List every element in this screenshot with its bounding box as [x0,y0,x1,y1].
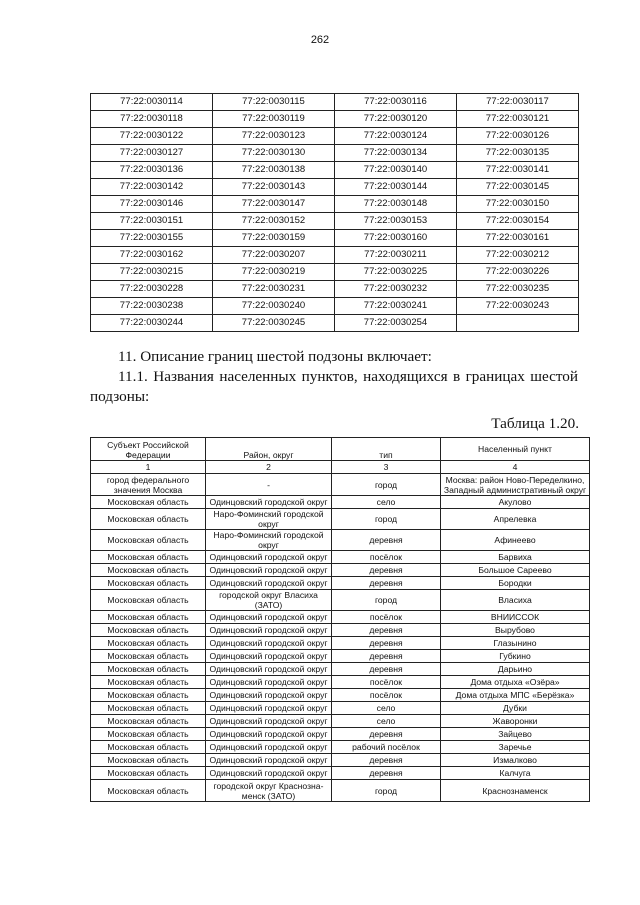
cadastral-number-cell: 77:22:0030116 [335,94,457,111]
section-heading-11-1-continued: подзоны: [90,388,150,405]
cadastral-number-cell: 77:22:0030219 [213,264,335,281]
subject-cell: Московская область [91,728,206,741]
table-row [91,754,590,767]
table-row [91,650,590,663]
type-cell: деревня [332,767,441,780]
table-row [91,676,590,689]
settlement-cell: Измалково [441,754,590,767]
settlement-cell: Большое Сареево [441,564,590,577]
table-row [91,179,579,196]
cadastral-number-cell: 77:22:0030231 [213,281,335,298]
cadastral-number-cell: 77:22:0030142 [91,179,213,196]
type-cell: город [332,590,441,611]
type-cell: деревня [332,564,441,577]
settlement-cell: Барвиха [441,551,590,564]
table-row [91,530,590,551]
page-number: 262 [310,34,330,46]
cadastral-number-cell: 77:22:0030151 [91,213,213,230]
cadastral-number-cell: 77:22:0030215 [91,264,213,281]
table-row [91,577,590,590]
table-row [91,145,579,162]
cadastral-number-cell: 77:22:0030240 [213,298,335,315]
cadastral-number-cell: 77:22:0030161 [457,230,579,247]
header-cell-subject: Субъект Российской Федерации [91,438,206,461]
subject-cell: Московская область [91,590,206,611]
type-cell: село [332,496,441,509]
cadastral-number-cell: 77:22:0030152 [213,213,335,230]
district-cell: Наро-Фоминский городской округ [206,530,332,551]
type-cell: город [332,474,441,496]
table-row [91,663,590,676]
district-cell: Одинцовский городской округ [206,741,332,754]
subject-cell: Московская область [91,689,206,702]
subject-cell: Московская область [91,496,206,509]
header-cell-settlement: Населенный пункт [441,438,590,461]
subject-cell: Московская область [91,509,206,530]
settlement-cell: Жаворонки [441,715,590,728]
subject-cell: Московская область [91,650,206,663]
cadastral-number-cell [457,315,579,332]
cadastral-number-cell: 77:22:0030140 [335,162,457,179]
settlement-cell: Афинеево [441,530,590,551]
district-cell: Одинцовский городской округ [206,728,332,741]
cadastral-number-cell: 77:22:0030154 [457,213,579,230]
cadastral-number-cell: 77:22:0030228 [91,281,213,298]
settlement-cell: Дубки [441,702,590,715]
type-cell: село [332,702,441,715]
district-cell: Одинцовский городской округ [206,702,332,715]
cadastral-number-cell: 77:22:0030122 [91,128,213,145]
table-row [91,196,579,213]
district-cell: городской округ Краснозна-менск (ЗАТО) [206,780,332,802]
cadastral-number-cell: 77:22:0030160 [335,230,457,247]
column-number: 2 [206,461,332,474]
cadastral-number-cell: 77:22:0030135 [457,145,579,162]
cadastral-number-cell: 77:22:0030118 [91,111,213,128]
cadastral-number-cell: 77:22:0030153 [335,213,457,230]
settlements-table [90,437,590,802]
type-cell: посёлок [332,551,441,564]
cadastral-number-cell: 77:22:0030138 [213,162,335,179]
subject-cell: Московская область [91,564,206,577]
settlement-cell: Москва: район Ново-Переделкино, Западный административный округ [441,474,590,496]
cadastral-number-cell: 77:22:0030241 [335,298,457,315]
district-cell: Одинцовский городской округ [206,663,332,676]
subject-cell: Московская область [91,702,206,715]
cadastral-number-cell: 77:22:0030145 [457,179,579,196]
cadastral-number-cell: 77:22:0030245 [213,315,335,332]
settlement-cell: Акулово [441,496,590,509]
type-cell: посёлок [332,676,441,689]
cadastral-number-cell: 77:22:0030117 [457,94,579,111]
cadastral-number-cell: 77:22:0030143 [213,179,335,196]
table-row [91,315,579,332]
type-cell: деревня [332,663,441,676]
settlement-cell: Дарьино [441,663,590,676]
district-cell: Одинцовский городской округ [206,624,332,637]
cadastral-number-cell: 77:22:0030134 [335,145,457,162]
table-row [91,689,590,702]
cadastral-number-cell: 77:22:0030141 [457,162,579,179]
table-row [91,551,590,564]
table-row [91,474,590,496]
cadastral-number-cell: 77:22:0030244 [91,315,213,332]
settlement-cell: Дома отдыха МПС «Берёзка» [441,689,590,702]
table-row [91,715,590,728]
column-number: 3 [332,461,441,474]
cadastral-number-cell: 77:22:0030232 [335,281,457,298]
cadastral-number-cell: 77:22:0030144 [335,179,457,196]
table-row [91,509,590,530]
district-cell: Одинцовский городской округ [206,715,332,728]
settlement-cell: Губкино [441,650,590,663]
cadastral-number-cell: 77:22:0030114 [91,94,213,111]
subject-cell: Московская область [91,577,206,590]
subject-cell: Московская область [91,780,206,802]
cadastral-number-cell: 77:22:0030119 [213,111,335,128]
table-row [91,281,579,298]
table-row [91,767,590,780]
cadastral-number-cell: 77:22:0030136 [91,162,213,179]
subject-cell: Московская область [91,676,206,689]
table-row [91,94,579,111]
cadastral-number-cell: 77:22:0030254 [335,315,457,332]
cadastral-number-cell: 77:22:0030226 [457,264,579,281]
table-row [91,111,579,128]
subject-cell: Московская область [91,637,206,650]
table-row [91,702,590,715]
cadastral-number-cell: 77:22:0030162 [91,247,213,264]
district-cell: Одинцовский городской округ [206,676,332,689]
district-cell: Одинцовский городской округ [206,767,332,780]
settlement-cell: Калчуга [441,767,590,780]
district-cell: Одинцовский городской округ [206,577,332,590]
district-cell: Одинцовский городской округ [206,650,332,663]
header-cell-district: Район, округ [206,438,332,461]
cadastral-number-cell: 77:22:0030126 [457,128,579,145]
subject-cell: Московская область [91,754,206,767]
cadastral-number-cell: 77:22:0030147 [213,196,335,213]
table-row [91,162,579,179]
settlement-cell: Глазынино [441,637,590,650]
settlement-cell: Дома отдыха «Озёра» [441,676,590,689]
district-cell: Одинцовский городской округ [206,496,332,509]
district-cell: Наро-Фоминский городской округ [206,509,332,530]
settlement-cell: Власиха [441,590,590,611]
cadastral-number-cell: 77:22:0030159 [213,230,335,247]
type-cell: город [332,509,441,530]
table-row [91,637,590,650]
cadastral-number-cell: 77:22:0030115 [213,94,335,111]
district-cell: Одинцовский городской округ [206,637,332,650]
cadastral-number-cell: 77:22:0030124 [335,128,457,145]
subject-cell: Московская область [91,767,206,780]
settlement-cell: Вырубово [441,624,590,637]
type-cell: деревня [332,650,441,663]
type-cell: село [332,715,441,728]
table-row [91,298,579,315]
table-row [91,590,590,611]
type-cell: посёлок [332,611,441,624]
district-cell: Одинцовский городской округ [206,551,332,564]
district-cell: городской округ Власиха (ЗАТО) [206,590,332,611]
column-number: 1 [91,461,206,474]
district-cell: Одинцовский городской округ [206,754,332,767]
cadastral-number-cell: 77:22:0030243 [457,298,579,315]
table-row [91,611,590,624]
settlement-cell: Заречье [441,741,590,754]
cadastral-number-cell: 77:22:0030130 [213,145,335,162]
subject-cell: Московская область [91,663,206,676]
cadastral-number-cell: 77:22:0030235 [457,281,579,298]
cadastral-number-cell: 77:22:0030155 [91,230,213,247]
table-row [91,264,579,281]
table-header-row [91,438,590,461]
type-cell: деревня [332,637,441,650]
district-cell: - [206,474,332,496]
column-number: 4 [441,461,590,474]
table-row [91,230,579,247]
settlement-cell: ВНИИССОК [441,611,590,624]
cadastral-number-cell: 77:22:0030211 [335,247,457,264]
subject-cell: Московская область [91,611,206,624]
cadastral-number-cell: 77:22:0030212 [457,247,579,264]
cadastral-number-cell: 77:22:0030123 [213,128,335,145]
table-row [91,728,590,741]
cadastral-number-cell: 77:22:0030146 [91,196,213,213]
district-cell: Одинцовский городской округ [206,689,332,702]
subject-cell: Московская область [91,624,206,637]
table-row [91,624,590,637]
type-cell: деревня [332,728,441,741]
column-number-row [91,461,590,474]
header-cell-type: тип [332,438,441,461]
subject-cell: Московская область [91,715,206,728]
cadastral-number-cell: 77:22:0030148 [335,196,457,213]
type-cell: деревня [332,754,441,767]
section-heading-11-1: 11.1. Названия населенных пунктов, находящихся в границах шестой [118,368,578,385]
cadastral-number-cell: 77:22:0030120 [335,111,457,128]
subject-cell: город федерального значения Москва [91,474,206,496]
table-row [91,496,590,509]
settlement-cell: Зайцево [441,728,590,741]
settlement-cell: Бородки [441,577,590,590]
subject-cell: Московская область [91,530,206,551]
table-row [91,128,579,145]
type-cell: рабочий посёлок [332,741,441,754]
type-cell: деревня [332,577,441,590]
table-row [91,247,579,264]
section-heading-11: 11. Описание границ шестой подзоны включает: [118,348,432,365]
cadastral-number-cell: 77:22:0030127 [91,145,213,162]
settlement-cell: Апрелевка [441,509,590,530]
type-cell: город [332,780,441,802]
cadastral-number-cell: 77:22:0030238 [91,298,213,315]
district-cell: Одинцовский городской округ [206,564,332,577]
table-row [91,213,579,230]
table-row [91,564,590,577]
cadastral-number-cell: 77:22:0030225 [335,264,457,281]
table-caption: Таблица 1.20. [491,415,579,432]
district-cell: Одинцовский городской округ [206,611,332,624]
settlement-cell: Краснознаменск [441,780,590,802]
type-cell: посёлок [332,689,441,702]
table-row [91,741,590,754]
table-row [91,780,590,802]
type-cell: деревня [332,624,441,637]
cadastral-number-cell: 77:22:0030207 [213,247,335,264]
type-cell: деревня [332,530,441,551]
subject-cell: Московская область [91,741,206,754]
cadastral-number-cell: 77:22:0030150 [457,196,579,213]
cadastral-number-cell: 77:22:0030121 [457,111,579,128]
cadastral-numbers-table [90,93,579,332]
subject-cell: Московская область [91,551,206,564]
